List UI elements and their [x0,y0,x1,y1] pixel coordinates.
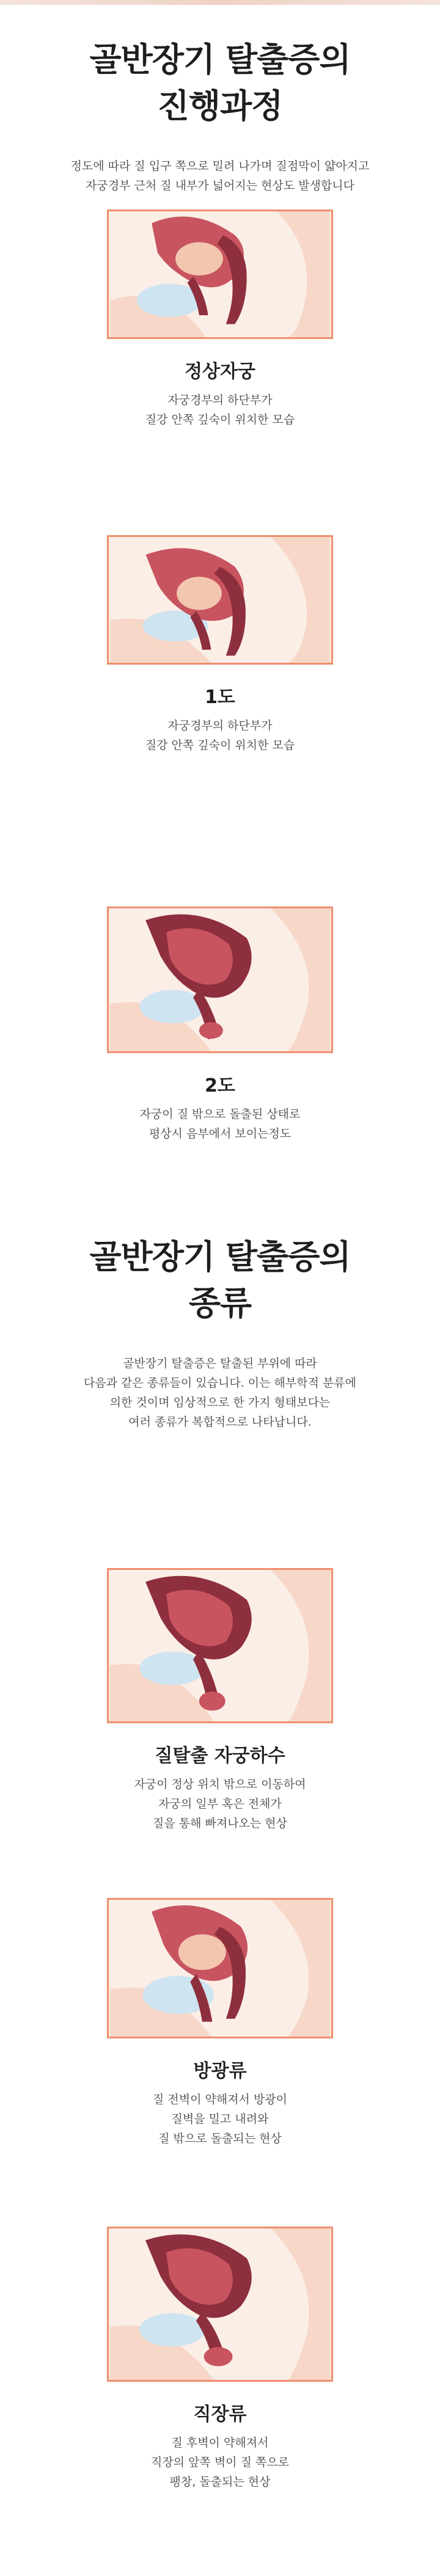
progression-description: 정도에 따라 질 입구 쪽으로 밀려 나가며 질점막이 얇아지고 자궁경부 근처 질 내부가 넓어지는 현상도 발생합니다 [70,159,370,192]
types-description: 골반장기 탈출증은 탈출된 부위에 따라 다음과 같은 종류들이 있습니다. 이는 해부학적 분류에 의한 것이며 임상적으로 한 가지 형태보다는 여러 종류가 복합적으로 나타납니다. [83,1357,357,1429]
normal-uterus-illustration [107,210,333,339]
stage1-illustration [107,535,333,665]
stage-2 [0,907,440,1144]
type-title: 직장류 [193,2404,247,2425]
type-description: 질 후벽이 약해져서 직장의 앞쪽 벽이 질 쪽으로 팽창, 돌출되는 현상 [150,2436,290,2489]
progression-title: 골반장기 탈출증의 진행과정 [89,40,351,125]
top-decoration-bar [0,0,440,5]
uterine-prolapse-illustration [107,1568,333,1723]
stage-normal [0,210,440,429]
rectocele-illustration [107,2227,333,2382]
type-description: 자궁이 정상 위치 밖으로 이동하여 자궁의 일부 혹은 전체가 질을 통해 빠져나오는 현상 [134,1778,306,1830]
stage-title: 정상자궁 [185,361,255,382]
stage-title: 1도 [205,687,235,708]
pelvis-icon [109,1570,331,1721]
type-uterine-prolapse [0,1568,440,1833]
pelvis-icon [109,2228,331,2380]
pelvis-icon [109,537,331,663]
stage2-illustration [107,907,333,1053]
type-cystocele [0,1898,440,2148]
pelvis-icon [109,908,331,1051]
stage-description: 자궁경부의 하단부가 질강 안쪽 깊숙이 위치한 모습 [145,393,295,426]
type-title: 방광류 [193,2060,247,2082]
pelvis-icon [109,1900,331,2037]
type-rectocele [0,2227,440,2492]
stage-description: 자궁경부의 하단부가 질강 안쪽 깊숙이 위치한 모습 [145,719,295,752]
pelvis-icon [109,211,331,337]
stage-title: 2도 [205,1075,235,1096]
progression-section [0,37,440,195]
types-section [0,1234,440,1432]
type-description: 질 전벽이 약해져서 방광이 질벽을 밀고 내려와 질 밖으로 돌출되는 현상 [152,2093,287,2145]
cystocele-illustration [107,1898,333,2038]
type-title: 질탈출 자궁하수 [155,1745,285,1767]
stage-1 [0,535,440,755]
types-title: 골반장기 탈출증의 종류 [89,1238,351,1323]
stage-description: 자궁이 질 밖으로 돌출된 상태로 평상시 음부에서 보이는정도 [139,1107,301,1140]
